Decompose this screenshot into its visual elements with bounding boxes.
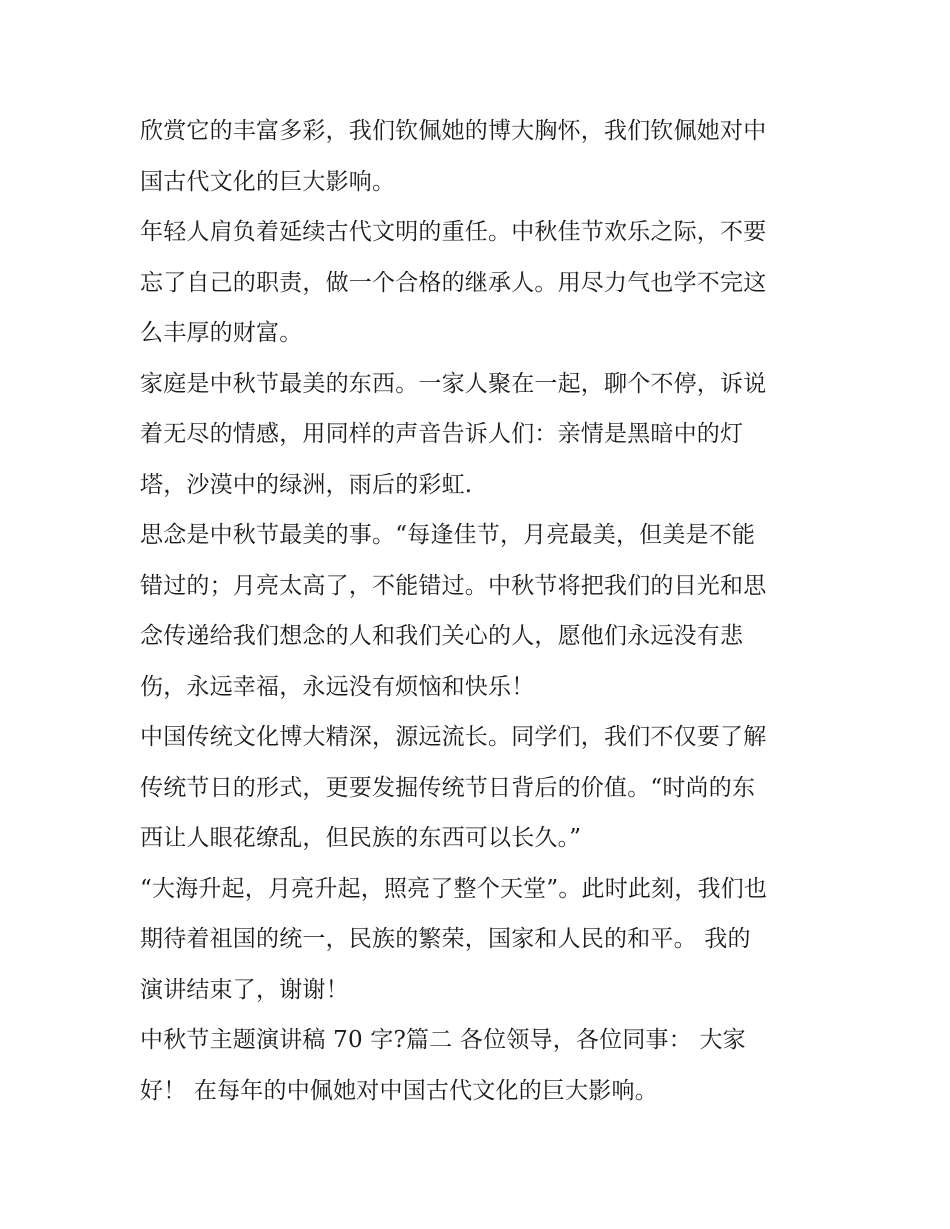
text-line: “大海升起，月亮升起，照亮了整个天堂”。此时此刻，我们也 bbox=[140, 875, 768, 902]
text-line: 好！ 在每年的中佩她对中国古代文化的巨大影响。 bbox=[140, 1077, 658, 1104]
text-line: 念传递给我们想念的人和我们关心的人，愿他们永远没有悲 bbox=[140, 623, 744, 649]
text-line: 期待着祖国的统一，民族的繁荣，国家和人民的和平。 我的 bbox=[140, 926, 751, 952]
text-line: 家庭是中秋节最美的东西。一家人聚在一起，聊个不停，诉说 bbox=[140, 370, 767, 397]
text-line: 塔，沙漠中的绿洲，雨后的彩虹. bbox=[140, 471, 473, 498]
text-line: 错过的；月亮太高了，不能错过。中秋节将把我们的目光和思 bbox=[140, 572, 767, 599]
text-line: 年轻人肩负着延续古代文明的重任。中秋佳节欢乐之际，不要 bbox=[140, 219, 767, 245]
text-line: 忘了自己的职责，做一个合格的继承人。用尽力气也学不完这 bbox=[140, 269, 767, 296]
text-line: 西让人眼花缭乱，但民族的东西可以长久。” bbox=[140, 825, 582, 851]
text-line: 中秋节主题演讲稿 70 字?篇二 各位领导，各位同事： 大家 bbox=[140, 1027, 746, 1053]
text-line: 思念是中秋节最美的事。“每逢佳节，月亮最美，但美是不能 bbox=[140, 522, 756, 548]
text-line: 欣赏它的丰富多彩，我们钦佩她的博大胸怀，我们钦佩她对中 bbox=[140, 118, 767, 144]
text-line: 伤，永远幸福，永远没有烦恼和快乐！ bbox=[140, 673, 535, 700]
text-line: 演讲结束了，谢谢！ bbox=[140, 976, 349, 1003]
text-line: 中国传统文化博大精深，源远流长。同学们，我们不仅要了解 bbox=[140, 724, 767, 750]
text-line: 着无尽的情感，用同样的声音告诉人们：亲情是黑暗中的灯 bbox=[140, 421, 744, 447]
document-body bbox=[140, 106, 820, 1116]
text-line: 国古代文化的巨大影响。 bbox=[140, 168, 396, 195]
text-line: 传统节日的形式，更要发掘传统节日背后的价值。“时尚的东 bbox=[140, 774, 756, 801]
text-line: 么丰厚的财富。 bbox=[140, 320, 303, 346]
